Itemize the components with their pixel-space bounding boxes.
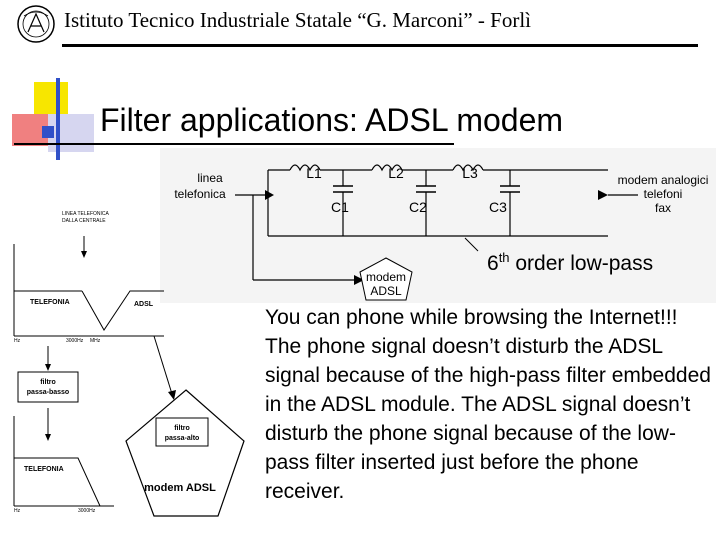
capacitor-label-1: C1 [331, 199, 349, 215]
output-label-3: fax [654, 201, 672, 215]
modem-box-label-2: ADSL [370, 284, 402, 298]
axis-top-hz: Hz [14, 338, 21, 344]
source-label-2: DALLA CENTRALE [62, 218, 106, 224]
lowpass-label-2: passa-basso [26, 389, 70, 396]
title-decoration [8, 74, 104, 164]
axis-bottom-hz: Hz [14, 508, 21, 514]
axis-top-3000: 3000Hz [66, 338, 84, 344]
output-label-2: telefoni [643, 187, 683, 201]
phone-band-label-bottom: TELEFONIA [24, 466, 64, 473]
inductor-label-2: L2 [388, 165, 404, 181]
highpass-label-2: passa-alto [164, 435, 200, 442]
lowpass-label-1: filtro [40, 379, 56, 386]
axis-bottom-3000: 3000Hz [78, 508, 96, 514]
body-paragraph: You can phone while browsing the Internet!!! The phone signal doesn’t disturb the ADSL signal because of the high-pass filter embedded in the ADSL module. The ADSL signal doesn’t disturb the phone signal because of the low-pass filter inserted just before the phone receiver. [265, 306, 711, 503]
filter-order-label: 6th order low-pass [487, 250, 654, 275]
modem-adsl-block-label: modem ADSL [144, 482, 216, 494]
inductor-label-1: L1 [306, 165, 322, 181]
highpass-label-1: filtro [174, 425, 190, 432]
institute-header: Istituto Tecnico Industriale Statale “G. Marconi” - Forlì [64, 8, 532, 32]
adsl-band-label: ADSL [134, 301, 154, 308]
title-underline [14, 143, 454, 145]
output-label-1: modem analogici [617, 173, 709, 187]
slide-title: Filter applications: ADSL modem [100, 102, 564, 138]
source-label-1: LINEA TELEFONICA [62, 211, 109, 217]
capacitor-label-3: C3 [489, 199, 507, 215]
spectrum-diagram [4, 196, 254, 537]
school-logo [16, 4, 56, 44]
line-label-2: telefonica [174, 187, 226, 201]
inductor-label-3: L3 [462, 165, 478, 181]
axis-top-mhz: MHz [90, 338, 101, 344]
modem-box-label-1: modem [365, 270, 407, 284]
capacitor-label-2: C2 [409, 199, 427, 215]
header-divider [62, 44, 698, 47]
line-label-1: linea [197, 171, 223, 185]
phone-band-label-top: TELEFONIA [30, 299, 70, 306]
